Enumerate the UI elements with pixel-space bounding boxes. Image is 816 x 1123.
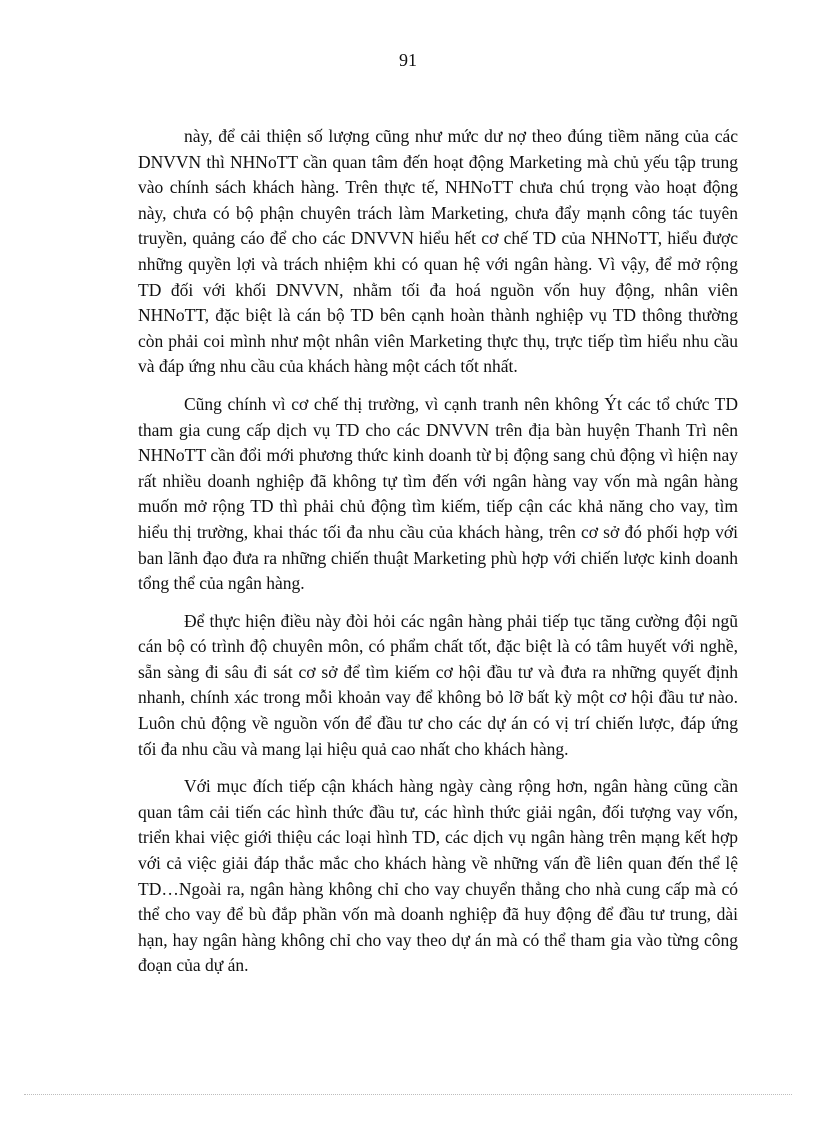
paragraph-1: này, để cải thiện số lượng cũng như mức dư nợ theo đúng tiềm năng của các DNVVN thì NHNoTT cần quan tâm đến hoạt động Marketing mà chủ yếu tập trung vào chính sách khách hàng. Trên thực tế, NHNoTT chưa chú trọng vào hoạt động này, chưa có bộ phận chuyên trách làm Marketing, chưa đẩy mạnh công tác tuyên truyền, quảng cáo để cho các DNVVN hiểu hết cơ chế TD của NHNoTT, hiểu được những quyền lợi và trách nhiệm khi có quan hệ với ngân hàng. Vì vậy, để mở rộng TD đối với khối DNVVN, nhằm tối đa hoá nguồn vốn huy động, nhân viên NHNoTT, đặc biệt là cán bộ TD bên cạnh hoàn thành nghiệp vụ TD thông thường còn phải coi mình như một nhân viên Marketing thực thụ, trực tiếp tìm hiểu nhu cầu và đáp ứng nhu cầu của khách hàng một cách tốt nhất. [138, 126, 738, 377]
paragraph-2: Cũng chính vì cơ chế thị trường, vì cạnh tranh nên không Ýt các tổ chức TD tham gia cung cấp dịch vụ TD cho các DNVVN trên địa bàn huyện Thanh Trì nên NHNoTT cần đổi mới phương thức kinh doanh từ bị động sang chủ động vì hiện nay rất nhiều doanh nghiệp đã không tự tìm đến với ngân hàng vay vốn mà ngân hàng muốn mở rộng TD thì phải chủ động tìm kiếm, tiếp cận các khả năng cho vay, tìm hiểu thị trường, khai thác tối đa nhu cầu của khách hàng, trên cơ sở đó phối hợp với ban lãnh đạo đưa ra những chiến thuật Marketing phù hợp với chiến lược kinh doanh tổng thể của ngân hàng. [138, 393, 738, 594]
paragraph-4: Với mục đích tiếp cận khách hàng ngày càng rộng hơn, ngân hàng cũng cần quan tâm cải tiến các hình thức đầu tư, các hình thức giải ngân, đối tượng vay vốn, triển khai việc giới thiệu các loại hình TD, các dịch vụ ngân hàng trên mạng kết hợp với cả việc giải đáp thắc mắc cho khách hàng về những vấn đề liên quan đến thể lệ TD…Ngoài ra, ngân hàng không chỉ cho vay chuyển thẳng cho nhà cung cấp mà có thể cho vay để bù đắp phần vốn mà doanh nghiệp đã huy động để đầu tư trung, dài hạn, hay ngân hàng không chỉ cho vay theo dự án mà có thể tham gia vào từng công đoạn của dự án. [138, 776, 738, 976]
page-bottom-divider [24, 1094, 792, 1095]
body-text [138, 124, 738, 991]
page-number: 91 [399, 50, 417, 70]
paragraph-3: Để thực hiện điều này đòi hỏi các ngân hàng phải tiếp tục tăng cường đội ngũ cán bộ có trình độ chuyên môn, có phẩm chất tốt, đặc biệt là có tâm huyết với nghề, sẵn sàng đi sâu đi sát cơ sở để tìm kiếm cơ hội đầu tư và đưa ra những quyết định nhanh, chính xác trong mỗi khoản vay để không bỏ lỡ bất kỳ một cơ hội đầu tư nào. Luôn chủ động về nguồn vốn để đầu tư cho các dự án có vị trí chiến lược, đáp ứng tối đa nhu cầu và mang lại hiệu quả cao nhất cho khách hàng. [138, 610, 738, 759]
